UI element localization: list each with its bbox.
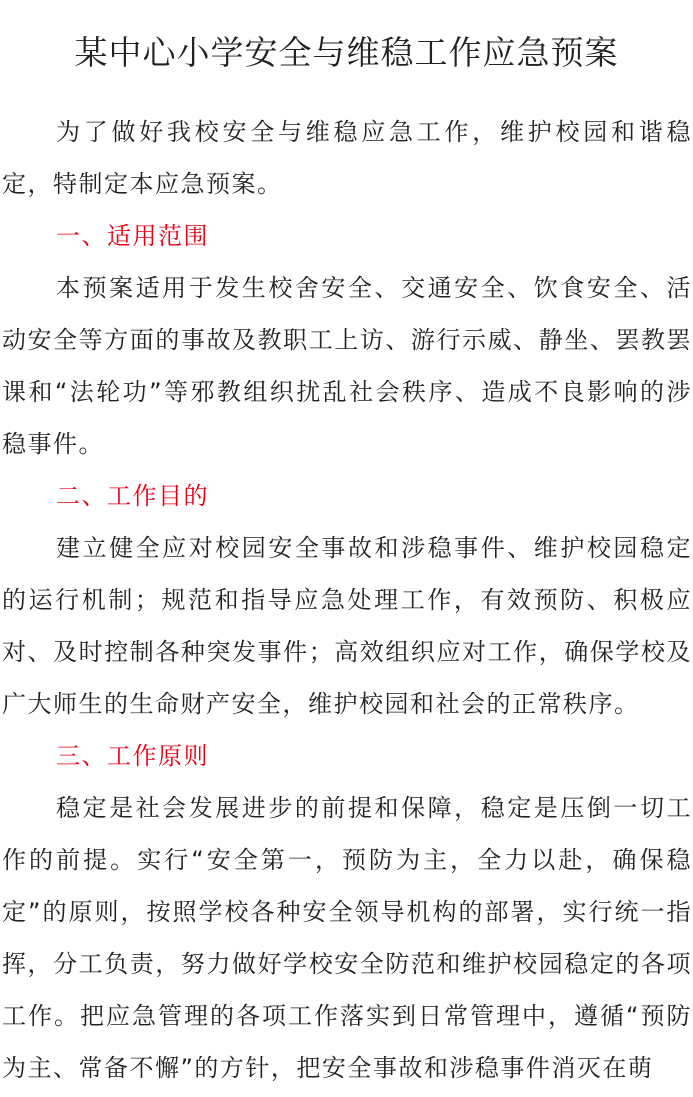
scope-paragraph: 本预案适用于发生校舍安全、交通安全、饮食安全、活动安全等方面的事故及教职工上访、游行示威、静坐、罢教罢课和“法轮功”等邪教组织扰乱社会秩序、造成不良影响的涉稳事件。	[2, 274, 692, 458]
document-body	[2, 106, 692, 1094]
section-heading-principles: 三、工作原则	[56, 742, 209, 770]
section-heading-purpose: 二、工作目的	[56, 482, 209, 510]
intro-paragraph: 为了做好我校安全与维稳应急工作，维护校园和谐稳定，特制定本应急预案。	[2, 118, 692, 198]
document-title: 某中心小学安全与维稳工作应急预案	[74, 33, 619, 72]
principles-paragraph: 稳定是社会发展进步的前提和保障，稳定是压倒一切工作的前提。实行“安全第一，预防为主，全力以赴，确保稳定”的原则，按照学校各种安全领导机构的部署，实行统一指挥，分工负责，努力做好学校安全防范和维护校园稳定的各项工作。把应急管理的各项工作落实到日常管理中，遵循“预防为主、常备不懈”的方针，把安全事故和涉稳事件消灭在萌	[2, 794, 692, 1082]
section-heading-scope: 一、适用范围	[56, 222, 209, 250]
purpose-paragraph: 建立健全应对校园安全事故和涉稳事件、维护校园稳定的运行机制；规范和指导应急处理工作，有效预防、积极应对、及时控制各种突发事件；高效组织应对工作，确保学校及广大师生的生命财产安全，维护校园和社会的正常秩序。	[2, 534, 692, 718]
